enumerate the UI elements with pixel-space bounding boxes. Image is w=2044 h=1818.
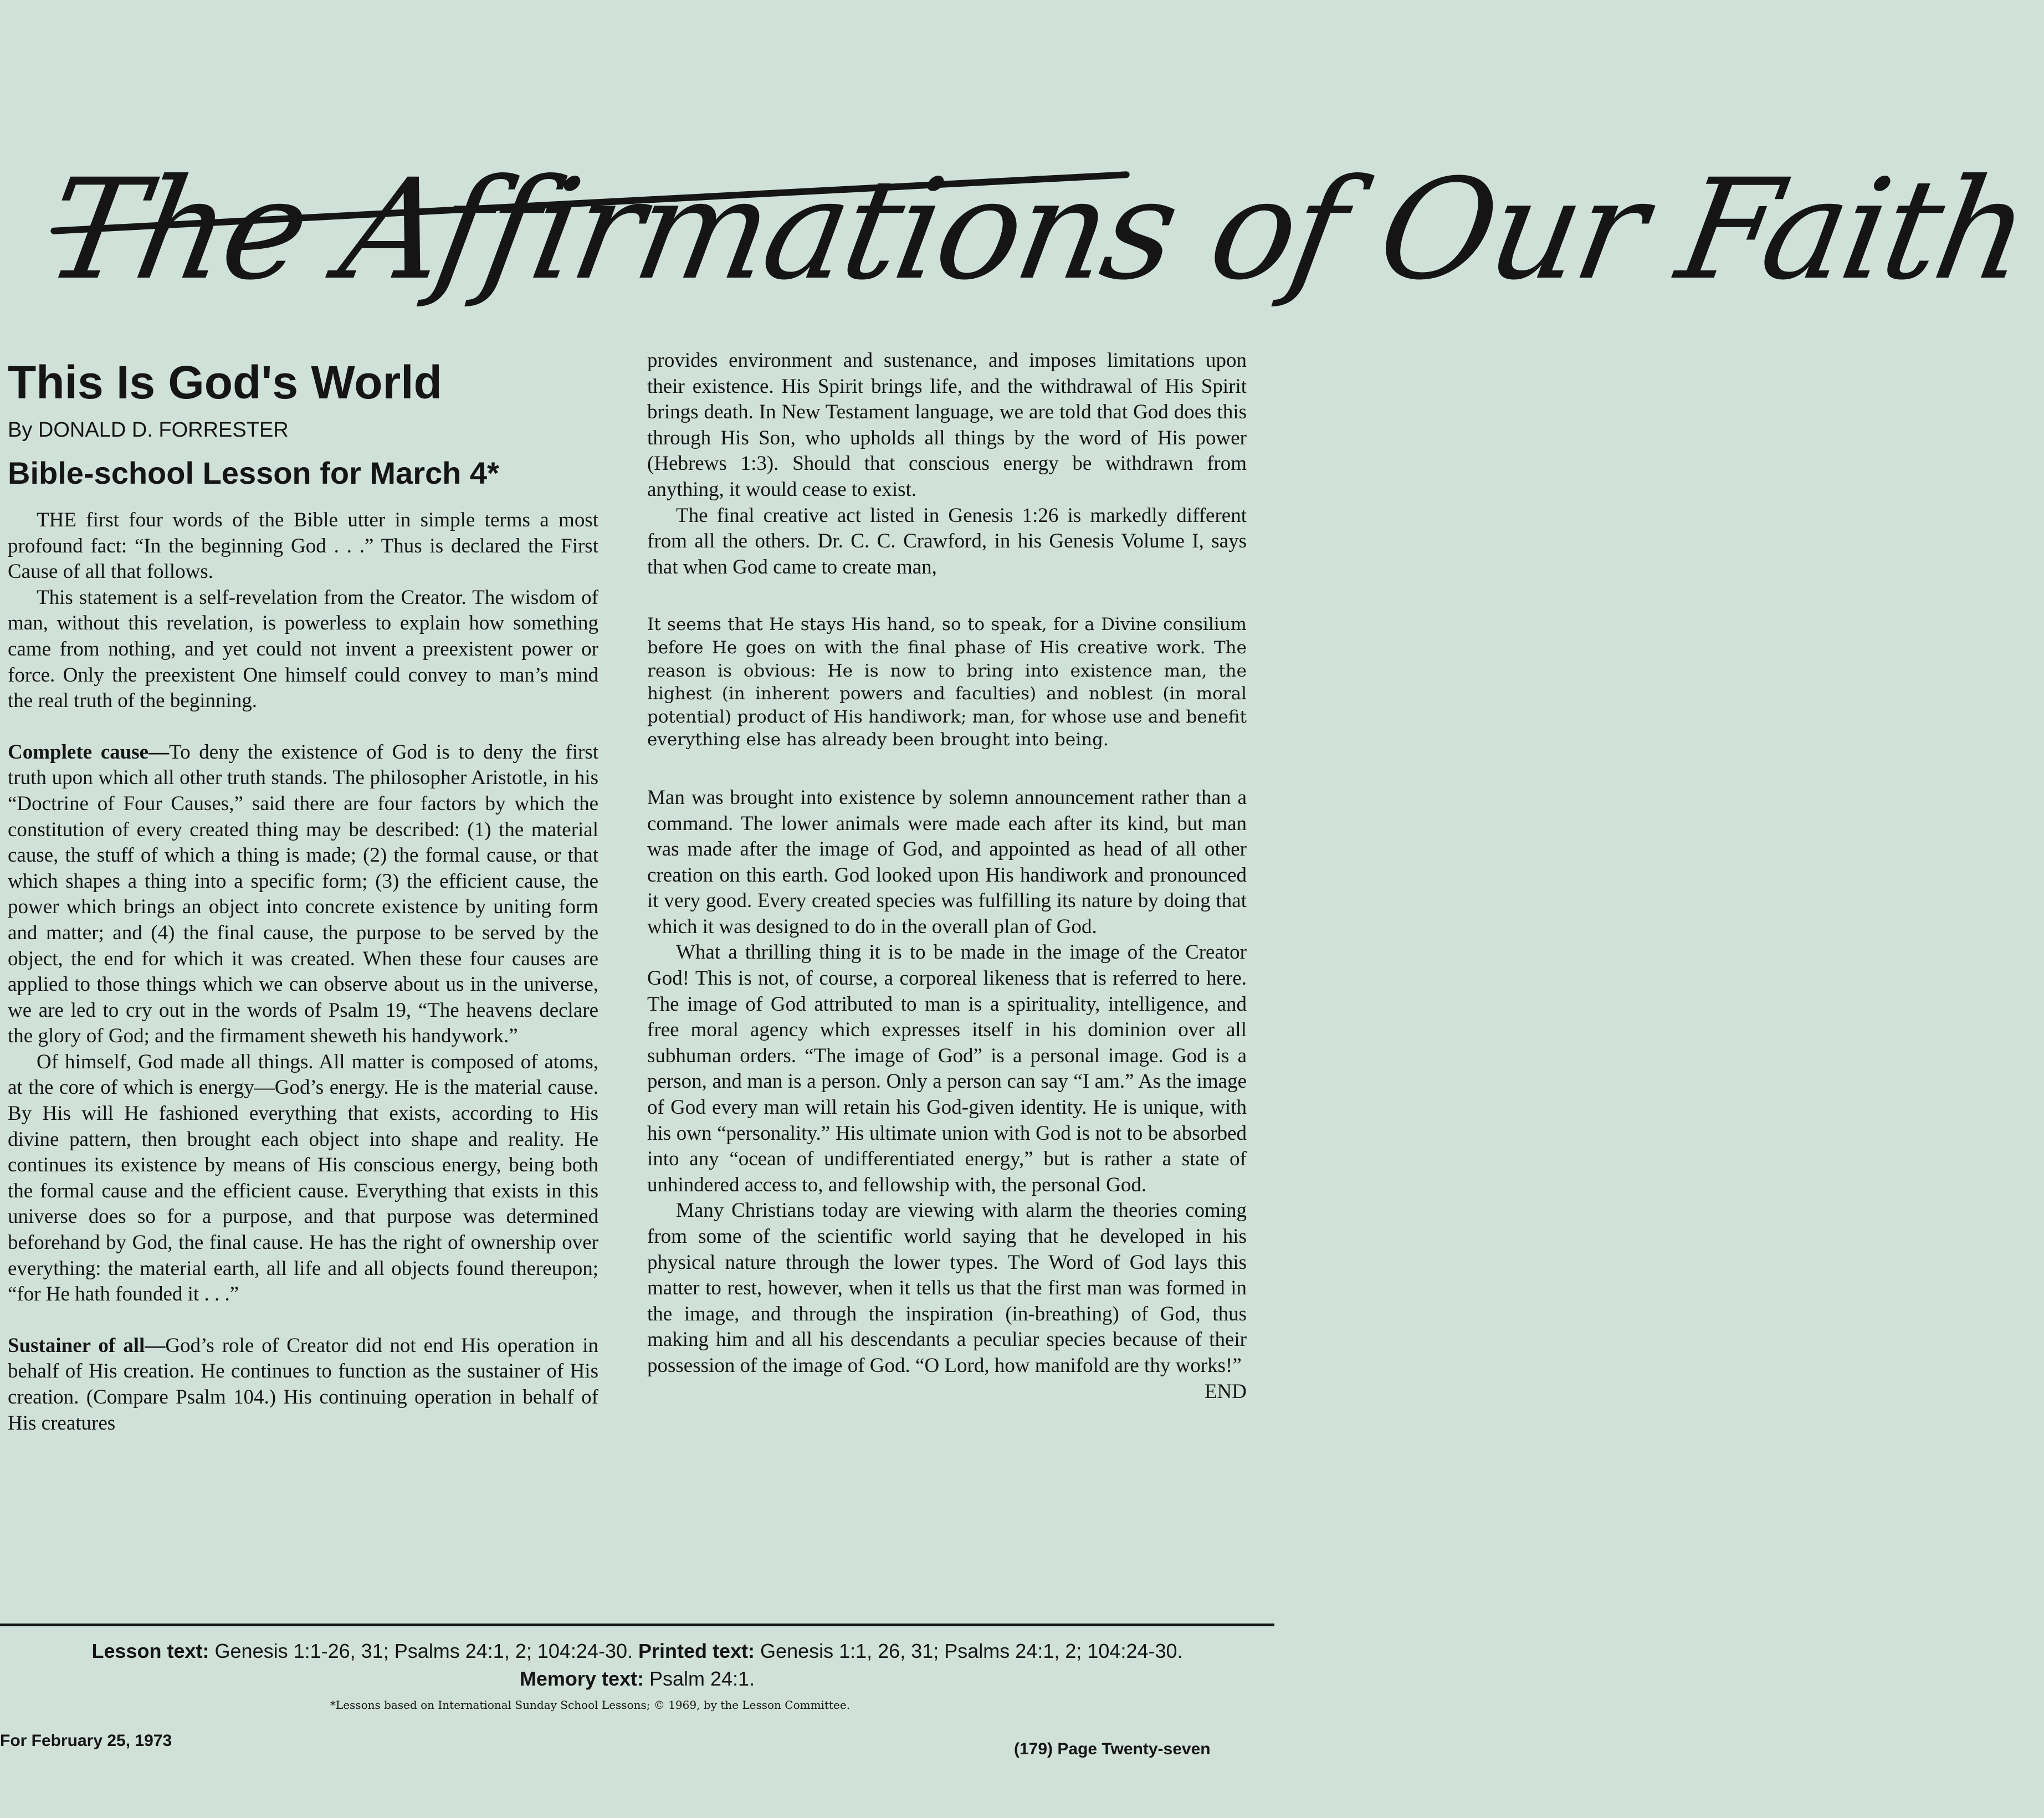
paragraph bbox=[0, 740, 598, 1049]
section-divider bbox=[0, 1624, 1274, 1626]
article-byline: By DONALD D. FORRESTER bbox=[8, 418, 289, 442]
paragraph-text: To deny the existence of God is to deny the first truth upon which all other truth stands. The philosopher Aristotle, in his “Doctrine of Four Causes,” said there are four factors by which the constitution of every created thing may be described: (1) the material cause, the stuff of which a thing is made; (2) the formal cause, or that which shapes a thing into a specific form; (3) the efficient cause, the power which brings an object into concrete existence by uniting form and matter; and (4) the final cause, the purpose to be served by the object, the end for which it was created. When these four causes are applied to those things which we can observe about us in the universe, we are led to cry out in the words of Psalm 19, “The heavens declare the glory of God; and the firmament sheweth his handywork.” bbox=[8, 740, 598, 1048]
article-right-column bbox=[647, 348, 1247, 1405]
end-mark: END bbox=[1204, 1380, 1247, 1403]
printed-text-label: Printed text: bbox=[638, 1640, 755, 1662]
paragraph: What a thrilling thing it is to be made in the image of the Creator God! This is not, of course, a corporeal likeness that is referred to here. The image of God attributed to man is a spirituality, intelligence, and free moral agency which expresses itself in his dominion over all subhuman orders. “The image of God” is a personal image. God is a person, and man is a person. Only a person can say “I am.” As the image of God every man will retain his God-given identity. He is unique, with his own “personality.” His ultimate union with God is not to be absorbed into any “ocean of undifferentiated energy,” but is rather a state of unhindered access to, and fellowship with, the personal God. bbox=[647, 941, 1247, 1196]
paragraph: Of himself, God made all things. All matter is composed of atoms, at the core of which is energy—God’s energy. He is the material cause. By His will He fashioned everything that exists, according to His divine pattern, then brought each object into shape and reality. He continues its existence by means of His conscious energy, being both the formal cause and the efficient cause. Everything that exists in this universe does so for a purpose, and that purpose was determined beforehand by God, the final cause. He has the right of ownership over everything: the material earth, all life and all objects found thereupon; “for He hath founded it . . .” bbox=[8, 1050, 598, 1306]
masthead-title: The Affirmations of Our Faith bbox=[35, 149, 2038, 310]
paragraph: THE first four words of the Bible utter in simple terms a most profound fact: “In the beginning God . . .” Thus is declared the First Cause of all that follows. bbox=[8, 509, 598, 583]
memory-text-label: Memory text: bbox=[519, 1667, 644, 1690]
memory-text-value: Psalm 24:1. bbox=[649, 1667, 755, 1690]
footnote: *Lessons based on International Sunday School Lessons; © 1969, by the Lesson Committee. bbox=[330, 1698, 851, 1712]
block-quote: It seems that He stays His hand, so to speak, for a Divine consilium before He goes on with the final phase of His creative work. The reason is obvious: He is now to bring into existence man, the highest (in inherent powers and faculties) and noblest (in moral potential) product of His handiwork; man, for whose use and benefit everything else has already been brought into being. bbox=[647, 614, 1247, 750]
article-title: This Is God's World bbox=[8, 356, 442, 408]
paragraph-text: Many Christians today are viewing with alarm the theories coming from some of the scientific world saying that he developed in his physical nature through the lower types. The Word of God lays this matter to rest, however, when it tells us that the first man was formed in the image, and through the inspiration (in-breathing) of God, thus making him and all his descendants a peculiar species because of their possession of the image of God. “O Lord, how manifold are thy works!” bbox=[647, 1199, 1247, 1377]
paragraph: provides environment and sustenance, and imposes limitations upon their existence. His Spirit brings life, and the withdrawal of His Spirit brings death. In New Testament language, we are told that God does this through His Son, who upholds all things by the word of His power (Hebrews 1:3). Should that conscious energy be withdrawn from anything, it would cease to exist. bbox=[647, 349, 1247, 501]
issue-date: For February 25, 1973 bbox=[0, 1732, 172, 1750]
lesson-text-label: Lesson text: bbox=[91, 1640, 209, 1662]
lesson-date-heading: Bible-school Lesson for March 4* bbox=[8, 455, 499, 490]
lesson-text-box bbox=[0, 1637, 1274, 1693]
lesson-text-value: Genesis 1:1-26, 31; Psalms 24:1, 2; 104:24-30. bbox=[214, 1640, 633, 1662]
paragraph: This statement is a self-revelation from the Creator. The wisdom of man, without this revelation, is powerless to explain how something came from nothing, and yet could not invent a preexistent power or force. Only the preexistent One himself could convey to man’s mind the real truth of the beginning. bbox=[8, 586, 598, 713]
page-number: (179) Page Twenty-seven bbox=[1014, 1740, 1211, 1758]
printed-text-value: Genesis 1:1, 26, 31; Psalms 24:1, 2; 104:24-30. bbox=[760, 1640, 1183, 1662]
run-in-heading: Complete cause— bbox=[8, 740, 170, 764]
paragraph: The final creative act listed in Genesis 1:26 is markedly different from all the others. Dr. C. C. Crawford, in his Genesis Volume I, says that when God came to create man, bbox=[647, 504, 1247, 578]
paragraph bbox=[0, 1333, 598, 1436]
paragraph-text: God’s role of Creator did not end His operation in behalf of His creation. He continues to function as the sustainer of His creation. (Compare Psalm 104.) His continuing operation in behalf of His creatures bbox=[8, 1334, 599, 1435]
article-left-column bbox=[0, 344, 598, 1436]
run-in-heading: Sustainer of all— bbox=[8, 1334, 166, 1357]
paragraph bbox=[647, 1198, 1247, 1403]
paragraph: Man was brought into existence by solemn announcement rather than a command. The lower animals were made each after its kind, but man was made after the image of God, and appointed as head of all other creation on this earth. God looked upon His handiwork and pronounced it very good. Every created species was fulfilling its nature by doing that which it was designed to do in the overall plan of God. bbox=[647, 786, 1247, 938]
